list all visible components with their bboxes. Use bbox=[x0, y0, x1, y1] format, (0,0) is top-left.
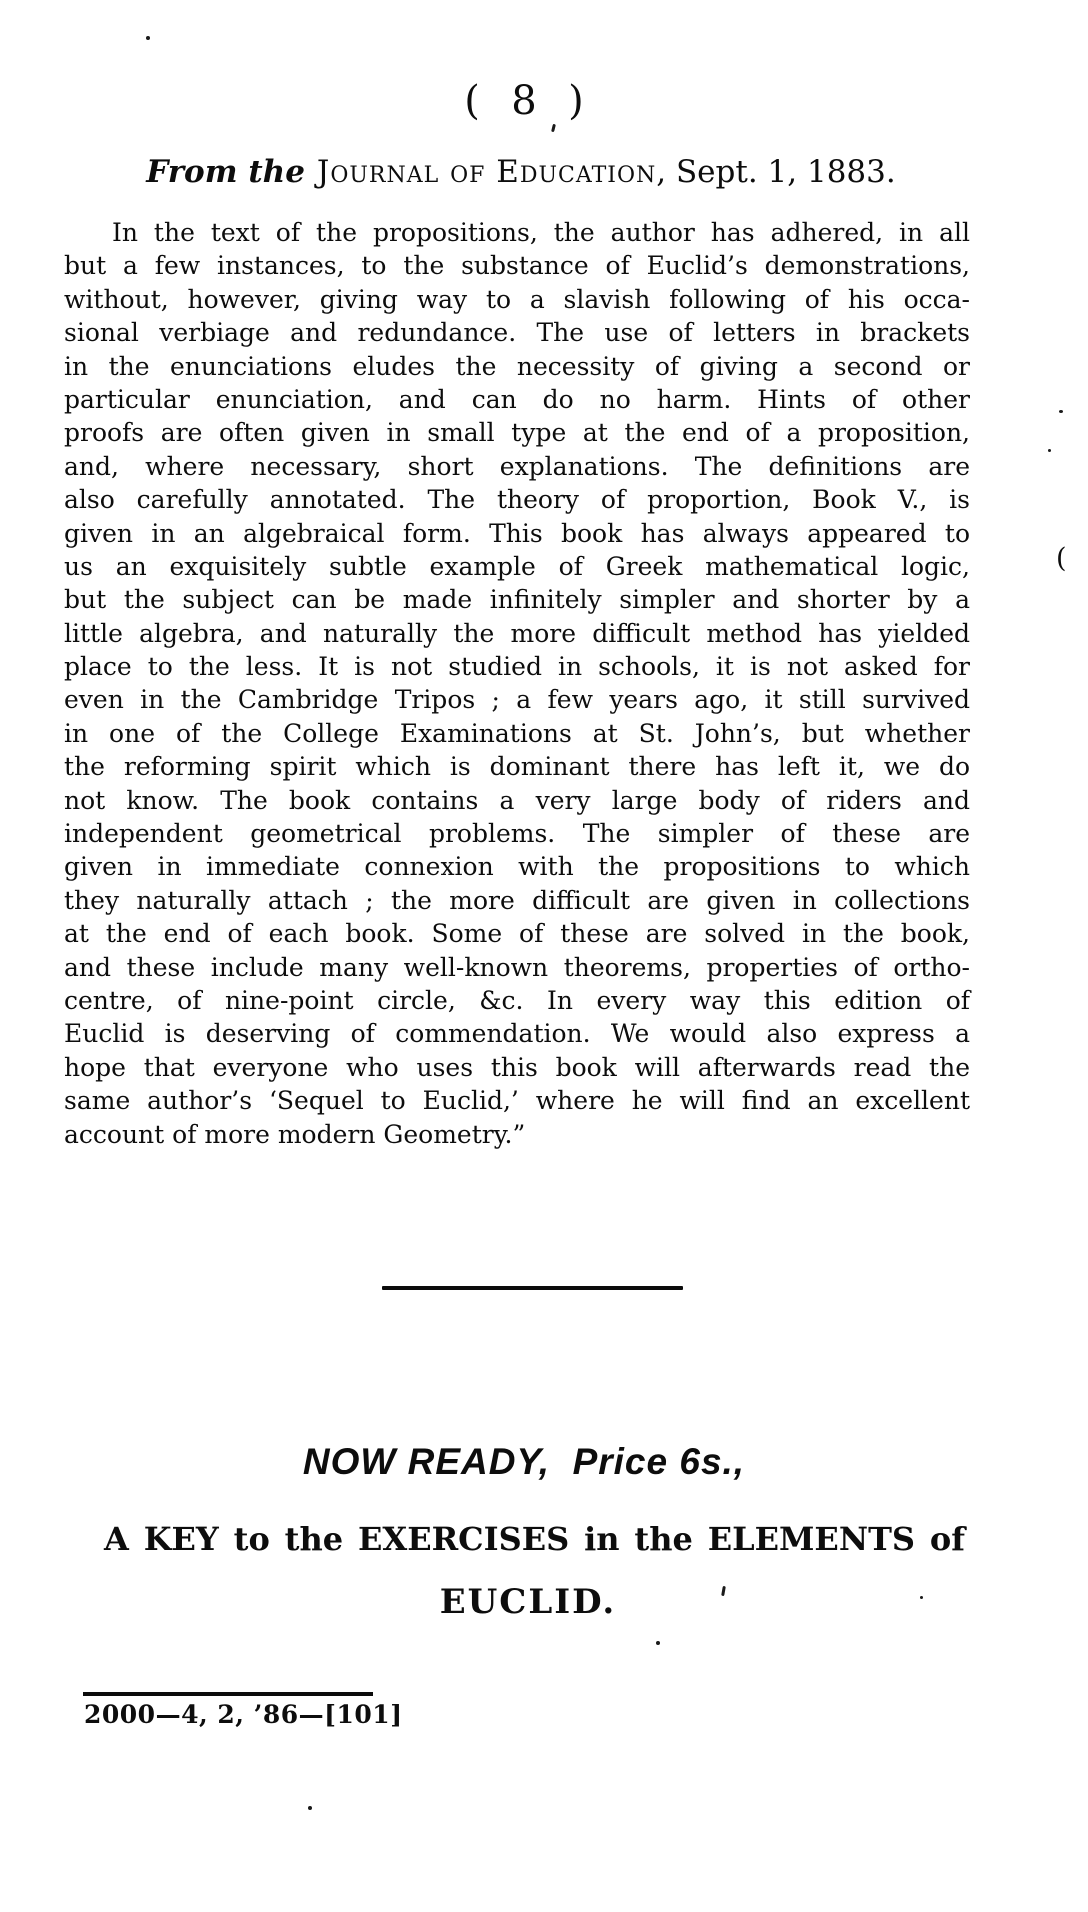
scan-speck bbox=[656, 1641, 660, 1645]
review-line: hope that everyone who uses this book will afterwards read the bbox=[64, 1052, 970, 1082]
review-line: given in an algebraical form. This book has always appeared to bbox=[64, 518, 970, 548]
review-line: also carefully annotated. The theory of proportion, Book V., is bbox=[64, 485, 970, 515]
page-number: ( 8 ) bbox=[464, 78, 586, 124]
scan-speck bbox=[308, 1806, 312, 1810]
review-line: the reforming spirit which is dominant there has left it, we do bbox=[64, 752, 970, 782]
attribution-from: From the bbox=[146, 154, 305, 190]
review-line: little algebra, and naturally the more difficult method has yielded bbox=[64, 618, 970, 648]
review-line: and these include many well-known theorems, properties of ortho- bbox=[64, 952, 970, 982]
review-line: particular enunciation, and can do no harm. Hints of other bbox=[64, 384, 970, 414]
review-line: even in the Cambridge Tripos ; a few years ago, it still survived bbox=[64, 685, 970, 715]
scan-speck bbox=[920, 1596, 923, 1599]
review-line: they naturally attach ; the more difficult are given in collections bbox=[64, 885, 970, 915]
review-line: proofs are often given in small type at the end of a proposition, bbox=[64, 418, 970, 448]
review-line: in the enunciations eludes the necessity of giving a second or bbox=[64, 351, 970, 381]
attribution-journal-name: Journal of Education bbox=[316, 154, 657, 190]
review-line: account of more modern Geometry.” bbox=[64, 1119, 526, 1149]
attribution-date: , Sept. 1, 1883. bbox=[656, 154, 896, 190]
review-line: and, where necessary, short explanations. The definitions are bbox=[64, 451, 970, 481]
advert-now-ready-line: NOW READY, Price 6s., bbox=[302, 1441, 746, 1482]
review-line: without, however, giving way to a slavish following of his occa- bbox=[64, 284, 970, 314]
scan-speck bbox=[146, 36, 150, 40]
review-line: but a few instances, to the substance of Euclid’s demonstrations, bbox=[64, 251, 970, 281]
review-line: same author’s ‘Sequel to Euclid,’ where he will find an excellent bbox=[64, 1086, 970, 1116]
advert-title-line1: A KEY to the EXERCISES in the ELEMENTS of bbox=[104, 1520, 965, 1558]
review-line: Euclid is deserving of commendation. We would also express a bbox=[64, 1019, 970, 1049]
review-line: independent geometrical problems. The simpler of these are bbox=[64, 819, 970, 849]
review-line: in one of the College Examinations at St. John’s, but whether bbox=[64, 718, 970, 748]
review-paragraph bbox=[64, 216, 970, 1151]
scan-speck bbox=[551, 124, 556, 132]
review-line: us an exquisitely subtle example of Greek mathematical logic, bbox=[64, 551, 970, 581]
review-line: In the text of the propositions, the author has adhered, in all bbox=[112, 218, 970, 247]
imprint-rule bbox=[83, 1692, 373, 1696]
advert-title-line2: EUCLID. bbox=[439, 1582, 617, 1622]
printer-imprint: 2000—4, 2, ’86—[101] bbox=[84, 1700, 403, 1729]
review-line: but the subject can be made infinitely simpler and shorter by a bbox=[64, 585, 970, 615]
review-line: not know. The book contains a very large body of riders and bbox=[64, 785, 970, 815]
review-line: sional verbiage and redundance. The use of letters in brackets bbox=[64, 318, 970, 348]
section-divider-rule bbox=[382, 1286, 683, 1290]
attribution-line bbox=[0, 154, 1065, 190]
scan-speck bbox=[1059, 410, 1063, 413]
scan-stray-mark: ( bbox=[1056, 543, 1067, 574]
review-line: place to the less. It is not studied in schools, it is not asked for bbox=[64, 652, 970, 682]
review-line: centre, of nine-point circle, &c. In every way this edition of bbox=[64, 985, 970, 1015]
review-line: given in immediate connexion with the propositions to which bbox=[64, 852, 970, 882]
review-line: at the end of each book. Some of these are solved in the book, bbox=[64, 919, 970, 949]
scan-speck bbox=[1048, 449, 1051, 452]
